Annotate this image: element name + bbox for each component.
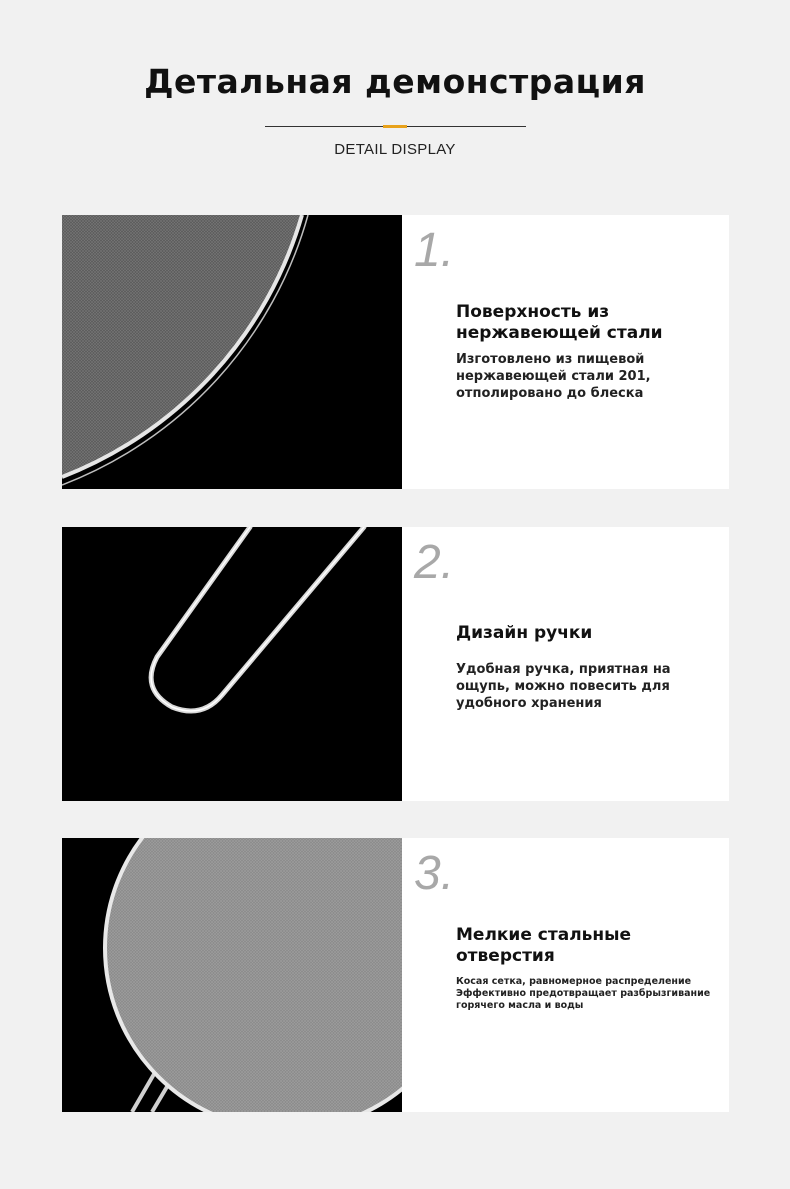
round-mesh-photo [62, 838, 402, 1112]
feature-card-2 [62, 527, 729, 801]
feature-card-1 [62, 215, 729, 489]
mesh-edge-photo [62, 215, 402, 489]
feature-description: Изготовлено из пищевой нержавеющей стали 201, отполировано до блеска [456, 352, 651, 401]
feature-number: 2. [414, 536, 455, 589]
handle-photo [62, 527, 402, 801]
feature-description: Косая сетка, равномерное распределение Эффективно предотвращает разбрызгивание горячего масла и воды [456, 976, 711, 1011]
feature-number: 1. [414, 224, 455, 277]
title-divider-accent [383, 125, 407, 128]
feature-heading: Дизайн ручки [456, 623, 593, 643]
page-subtitle: DETAIL DISPLAY [334, 141, 456, 158]
feature-heading: Поверхность из нержавеющей стали [456, 302, 663, 343]
page-title: Детальная демонстрация [144, 62, 646, 101]
feature-card-3 [62, 838, 729, 1112]
feature-number: 3. [414, 847, 455, 900]
feature-description: Удобная ручка, приятная на ощупь, можно повесить для удобного хранения [456, 662, 671, 711]
feature-heading: Мелкие стальные отверстия [456, 925, 632, 966]
